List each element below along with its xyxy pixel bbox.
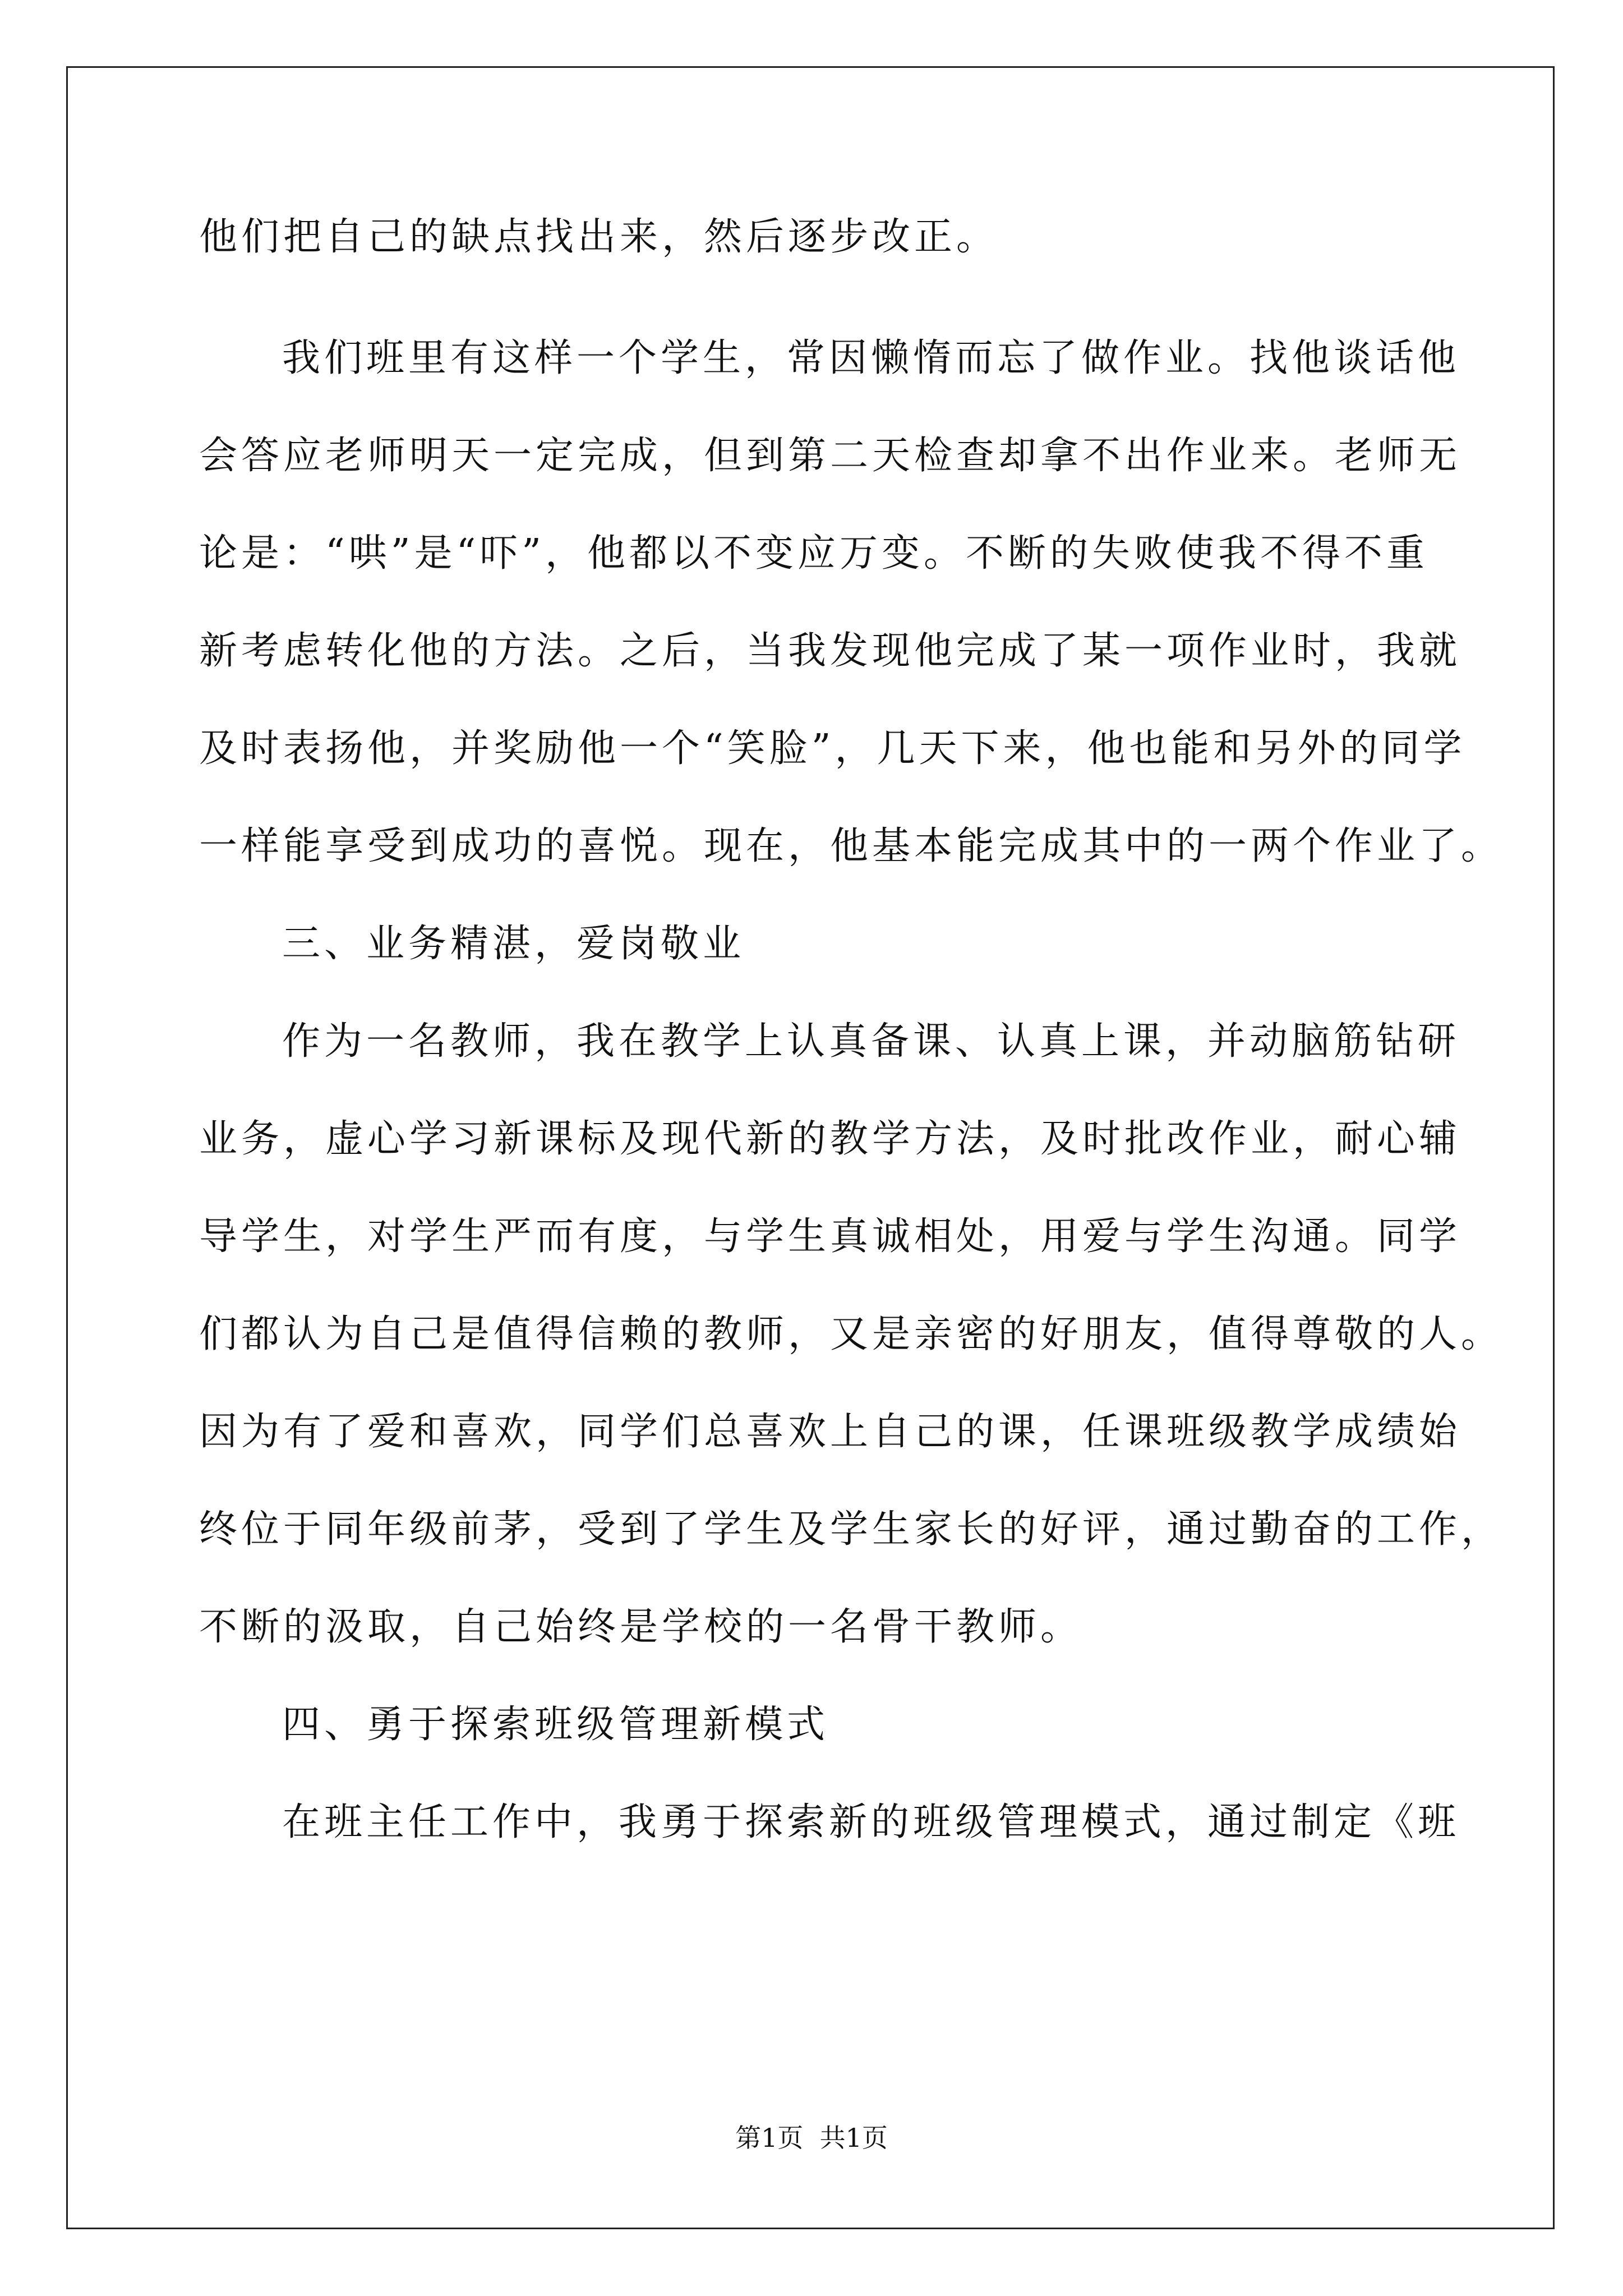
paragraph-line: 他们把自己的缺点找出来，然后逐步改正。 <box>199 215 999 259</box>
paragraph-line: 在班主任工作中，我勇于探索新的班级管理模式，通过制定《班 <box>282 1800 1460 1844</box>
paragraph-line: 们都认为自己是值得信赖的教师，又是亲密的好朋友，值得尊敬的人。 <box>199 1312 1504 1356</box>
paragraph-line: 我们班里有这样一个学生，常因懒惰而忘了做作业。找他谈话他 <box>282 336 1460 380</box>
paragraph-line: 因为有了爱和喜欢，同学们总喜欢上自己的课，任课班级教学成绩始 <box>199 1410 1461 1454</box>
page-footer: 第1页 共1页 <box>735 2123 888 2153</box>
paragraph-line: 及时表扬他，并奖励他一个“笑脸”，几天下来，他也能和另外的同学 <box>199 726 1466 771</box>
paragraph-line: 终位于同年级前茅，受到了学生及学生家长的好评，通过勤奋的工作， <box>199 1507 1504 1552</box>
paragraph-line: 导学生，对学生严而有度，与学生真诚相处，用爱与学生沟通。同学 <box>199 1214 1461 1259</box>
paragraph-line: 业务，虚心学习新课标及现代新的教学方法，及时批改作业，耐心辅 <box>199 1117 1461 1161</box>
paragraph-line: 一样能享受到成功的喜悦。现在，他基本能完成其中的一两个作业了。 <box>199 824 1504 868</box>
section-heading: 四、勇于探索班级管理新模式 <box>282 1703 829 1747</box>
paragraph-line: 不断的汲取，自己始终是学校的一名骨干教师。 <box>199 1605 1083 1649</box>
paragraph-line: 新考虑转化他的方法。之后，当我发现他完成了某一项作业时，我就 <box>199 629 1461 673</box>
section-heading: 三、业务精湛，爱岗敬业 <box>282 922 745 966</box>
paragraph-line: 论是：“哄”是“吓”，他都以不变应万变。不断的失败使我不得不重 <box>199 531 1429 576</box>
paragraph-line: 作为一名教师，我在教学上认真备课、认真上课，并动脑筋钻研 <box>282 1019 1460 1064</box>
paragraph-line: 会答应老师明天一定完成，但到第二天检查却拿不出作业来。老师无 <box>199 434 1461 478</box>
